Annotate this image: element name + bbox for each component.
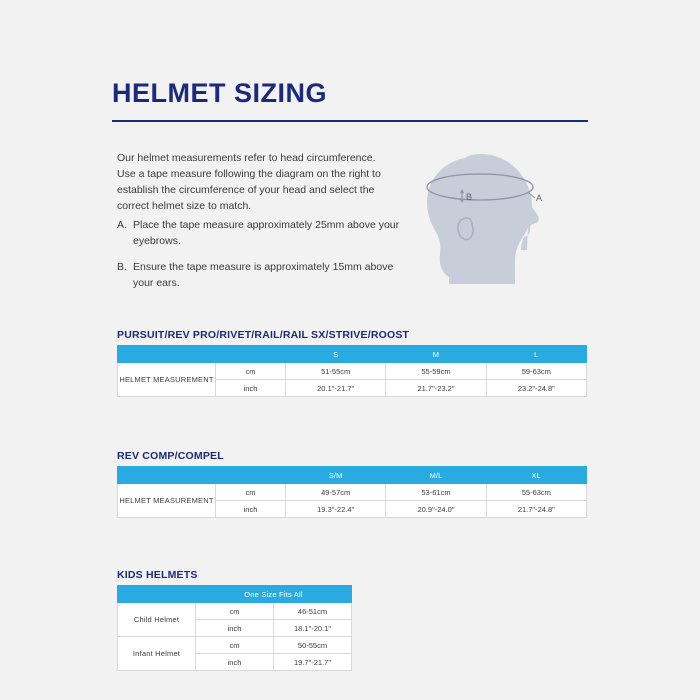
value-s-cm: 51-55cm bbox=[286, 363, 386, 380]
value-m-inch: 21.7"-23.2" bbox=[386, 380, 486, 397]
value-l-cm: 59-63cm bbox=[486, 363, 586, 380]
unit-cm: cm bbox=[216, 484, 286, 501]
intro-paragraph: Our helmet measurements refer to head circumference. Use a tape measure following the diagram on the right to establish the circumference of your head and select the correct helmet size to match. bbox=[117, 152, 381, 212]
value-s-inch: 20.1"-21.7" bbox=[286, 380, 386, 397]
table-header-blank bbox=[118, 467, 216, 484]
row-label-child-helmet: Child Helmet bbox=[118, 603, 196, 637]
table-header-size-m: M bbox=[386, 346, 486, 363]
section-heading-kids: KIDS HELMETS bbox=[117, 569, 198, 581]
unit-inch: inch bbox=[196, 654, 274, 671]
table-header-row bbox=[118, 586, 352, 603]
table-header-blank bbox=[216, 346, 286, 363]
list-item bbox=[117, 217, 407, 249]
table-row bbox=[118, 603, 352, 620]
unit-cm: cm bbox=[216, 363, 286, 380]
diagram-label-b: B bbox=[466, 192, 473, 202]
value-xl-cm: 55-63cm bbox=[486, 484, 586, 501]
section-heading-rev-comp: REV COMP/COMPEL bbox=[117, 450, 224, 462]
unit-inch: inch bbox=[216, 380, 286, 397]
size-table-kids bbox=[117, 585, 352, 671]
unit-cm: cm bbox=[196, 603, 274, 620]
row-label-helmet-measurement: HELMET MEASUREMENT bbox=[118, 484, 216, 518]
table-row bbox=[118, 637, 352, 654]
table-header-size-ml: M/L bbox=[386, 467, 486, 484]
table-header-row bbox=[118, 467, 587, 484]
row-label-infant-helmet: Infant Helmet bbox=[118, 637, 196, 671]
title-divider bbox=[112, 120, 588, 122]
instruction-list bbox=[117, 217, 407, 301]
section-heading-pursuit: PURSUIT/REV PRO/RIVET/RAIL/RAIL SX/STRIVE/ROOST bbox=[117, 329, 410, 341]
value-child-cm: 46-51cm bbox=[274, 603, 352, 620]
table-row bbox=[118, 484, 587, 501]
list-item-text: Ensure the tape measure is approximately 15mm above your ears. bbox=[133, 261, 394, 289]
table-header-size-s: S bbox=[286, 346, 386, 363]
size-table-pursuit bbox=[117, 345, 587, 397]
table-header-row bbox=[118, 346, 587, 363]
unit-cm: cm bbox=[196, 637, 274, 654]
value-sm-inch: 19.3"-22.4" bbox=[286, 501, 386, 518]
value-ml-cm: 53-61cm bbox=[386, 484, 486, 501]
page-title: HELMET SIZING bbox=[112, 78, 327, 108]
list-item-label: A. bbox=[117, 219, 127, 231]
value-xl-inch: 21.7"-24.8" bbox=[486, 501, 586, 518]
value-child-inch: 18.1"-20.1" bbox=[274, 620, 352, 637]
size-table-rev-comp bbox=[117, 466, 587, 518]
list-item bbox=[117, 259, 407, 291]
table-header-one-size: One Size Fits All bbox=[196, 586, 352, 603]
table-header-blank bbox=[118, 346, 216, 363]
diagram-label-a: A bbox=[536, 193, 543, 203]
list-item-label: B. bbox=[117, 261, 127, 273]
value-infant-inch: 19.7"-21.7" bbox=[274, 654, 352, 671]
row-label-helmet-measurement: HELMET MEASUREMENT bbox=[118, 363, 216, 397]
head-diagram bbox=[405, 140, 565, 285]
unit-inch: inch bbox=[196, 620, 274, 637]
list-item-text: Place the tape measure approximately 25mm above your eyebrows. bbox=[133, 219, 400, 247]
table-header-size-sm: S/M bbox=[286, 467, 386, 484]
unit-inch: inch bbox=[216, 501, 286, 518]
value-l-inch: 23.2"-24.8" bbox=[486, 380, 586, 397]
table-header-size-xl: XL bbox=[486, 467, 586, 484]
table-header-blank bbox=[216, 467, 286, 484]
value-ml-inch: 20.9"-24.0" bbox=[386, 501, 486, 518]
table-header-size-l: L bbox=[486, 346, 586, 363]
table-header-blank bbox=[118, 586, 196, 603]
value-m-cm: 55-59cm bbox=[386, 363, 486, 380]
value-sm-cm: 49-57cm bbox=[286, 484, 386, 501]
value-infant-cm: 50-55cm bbox=[274, 637, 352, 654]
table-row bbox=[118, 363, 587, 380]
